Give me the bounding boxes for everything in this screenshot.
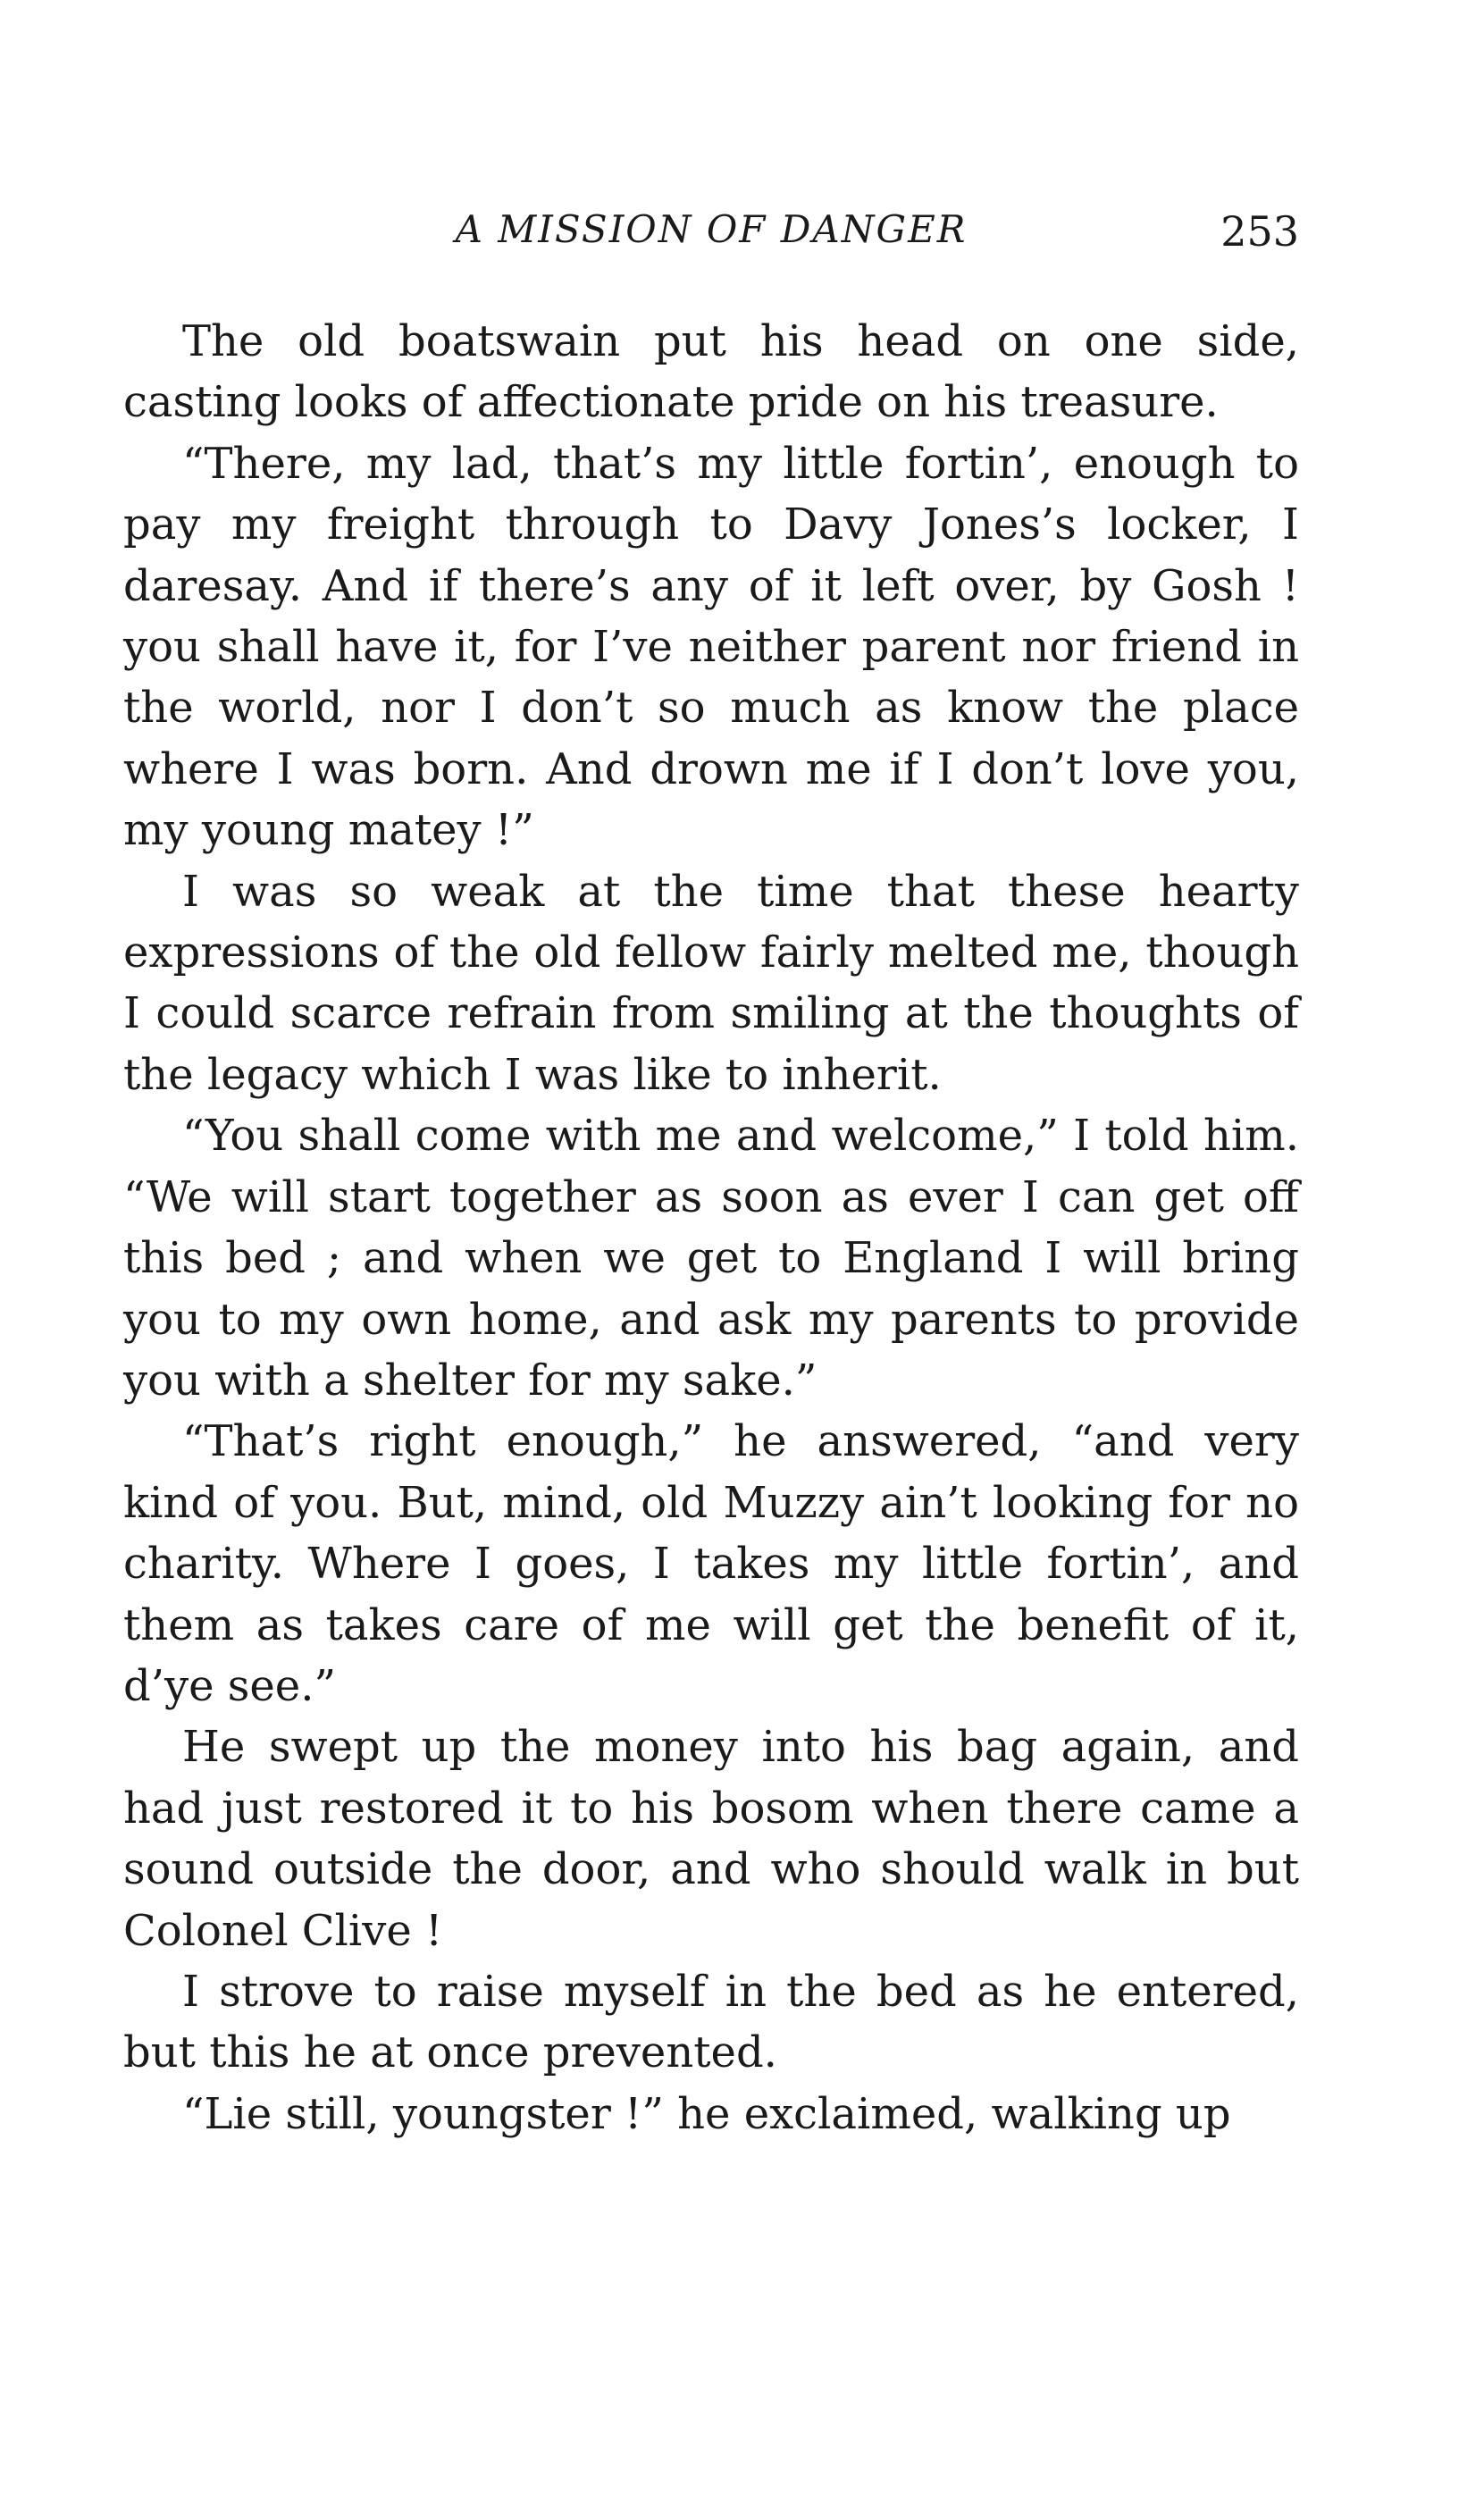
paragraph-2: “There, my lad, that’s my little fortin’, enough to pay my freight through to Davy Jones’s locker, I daresay. And if there’s any of it left over, by Gosh ! you shall have it, for I’ve neither parent nor friend in the world, nor I don’t so much as know the place where I was born. And drown me if I don’t love you, my young matey !”: [123, 438, 1299, 856]
paragraph-4: “You shall come with me and welcome,” I told him. “We will start together as soon as ever I can get off this bed ; and when we get to England I will bring you to my own home, and ask my parents to provide you with a shelter for my sake.”: [123, 1111, 1299, 1406]
running-head: [123, 207, 1299, 270]
paragraph-5: “That’s right enough,” he answered, “and very kind of you. But, mind, old Muzzy ain’t looking for no charity. Where I goes, I takes my little fortin’, and them as takes care of me will get the benefit of it, d’ye see.”: [123, 1416, 1299, 1711]
body-text: [123, 311, 1299, 2144]
paragraph-6: He swept up the money into his bag again, and had just restored it to his bosom when there came a sound outside the door, and who should walk in but Colonel Clive !: [123, 1722, 1299, 1956]
paragraph-7: I strove to raise myself in the bed as he entered, but this he at once prevented.: [123, 1966, 1299, 2078]
page-number: 253: [1220, 207, 1299, 256]
paragraph-8: “Lie still, youngster !” he exclaimed, walking up: [182, 2088, 1231, 2139]
paragraph-1: The old boatswain put his head on one side, casting looks of affectionate pride on his treasure.: [123, 316, 1299, 428]
running-title: A MISSION OF DANGER: [455, 207, 968, 251]
paragraph-3: I was so weak at the time that these hearty expressions of the old fellow fairly melted me, though I could scarce refrain from smiling at the thoughts of the legacy which I was like to inherit.: [123, 866, 1299, 1100]
